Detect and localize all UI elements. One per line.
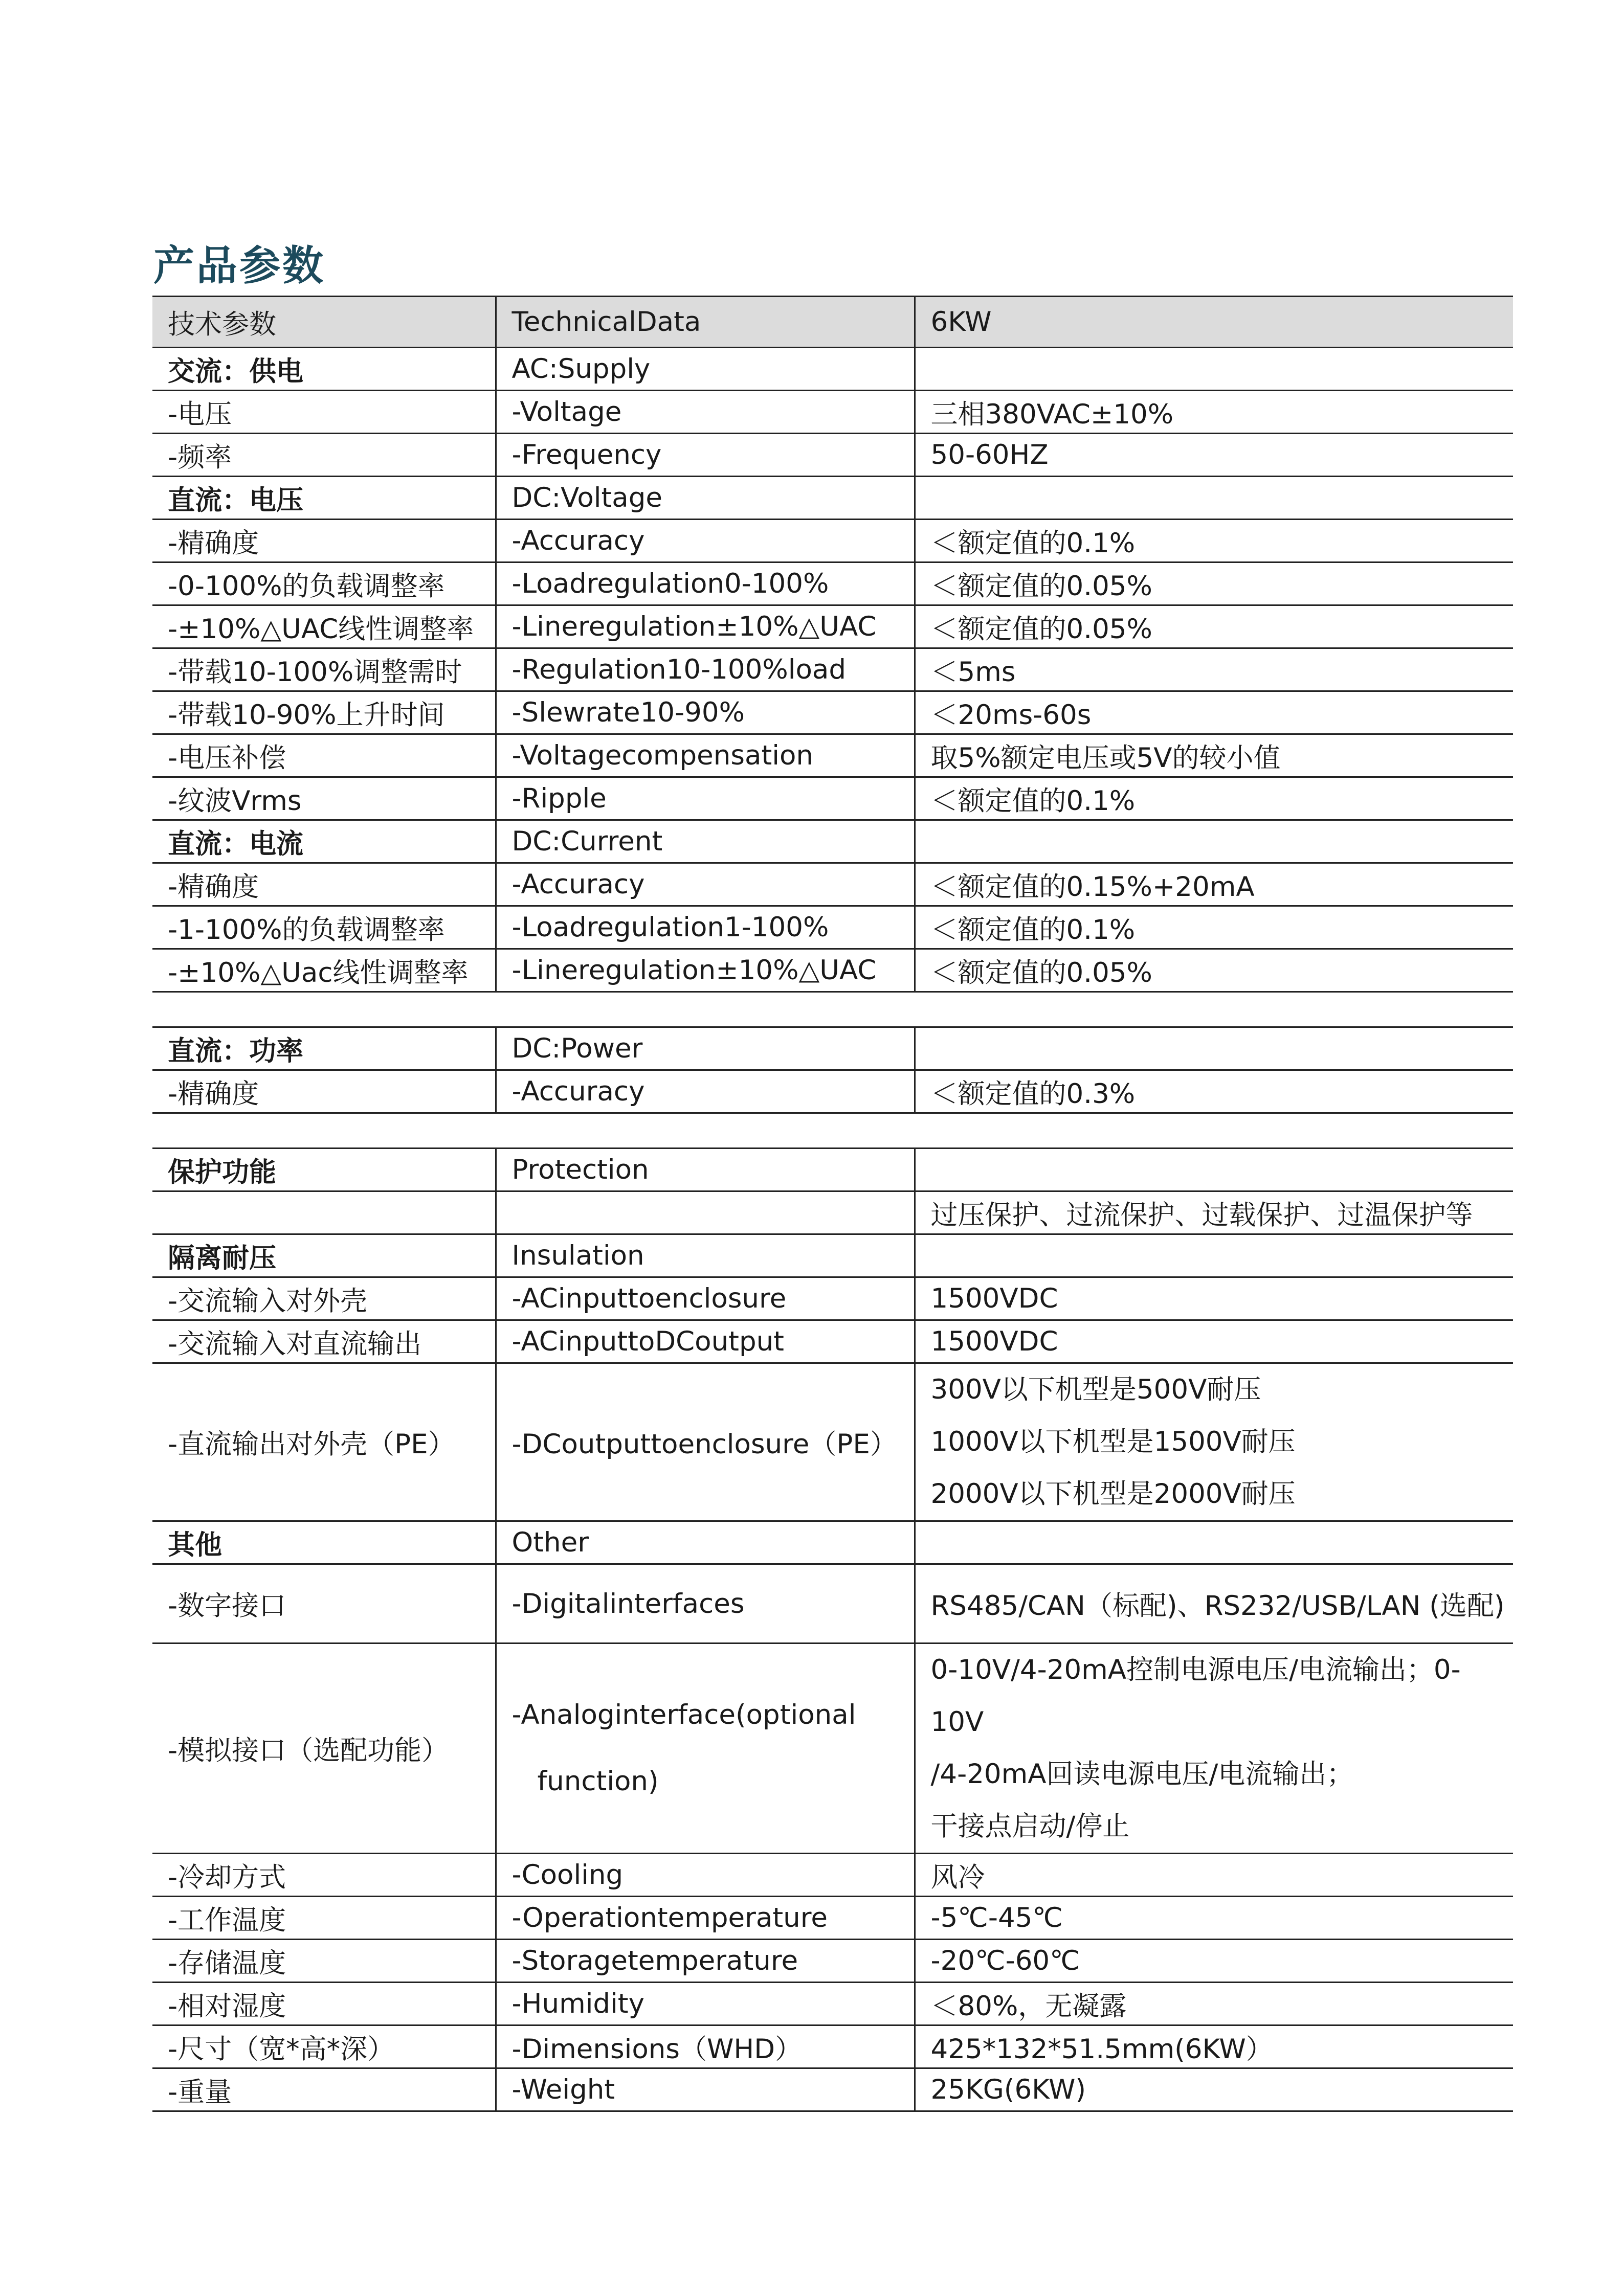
- param-en-cell: -Slewrate10-90%: [496, 691, 915, 734]
- table-row: [152, 1897, 1513, 1940]
- table-row: [152, 1564, 1513, 1644]
- param-cn-cell: 隔离耐压: [152, 1234, 496, 1277]
- param-value-cell: ＜额定值的0.05%: [915, 605, 1513, 648]
- param-cn-cell: -精确度: [152, 520, 496, 562]
- param-en-cell: -Ripple: [496, 777, 915, 820]
- gap-cell: [496, 1113, 915, 1149]
- table-row: [152, 520, 1513, 562]
- param-value-cell: 风冷: [915, 1854, 1513, 1897]
- param-en-cell: -Humidity: [496, 1983, 915, 2025]
- param-cn-cell: -尺寸（宽*高*深）: [152, 2025, 496, 2068]
- param-cn-cell: 交流：供电: [152, 348, 496, 391]
- gap-cell: [915, 1113, 1513, 1149]
- param-value-cell: 1500VDC: [915, 1277, 1513, 1320]
- param-value-cell: 过压保护、过流保护、过载保护、过温保护等: [915, 1191, 1513, 1234]
- param-en-cell: -Regulation10-100%load: [496, 648, 915, 691]
- param-value-cell: [915, 348, 1513, 391]
- table-row: [152, 691, 1513, 734]
- param-cn-cell: -电压: [152, 391, 496, 434]
- table-section-row: [152, 1234, 1513, 1277]
- header-cell-en: TechnicalData: [496, 297, 915, 348]
- param-value-cell: [915, 1027, 1513, 1070]
- table-row: [152, 1191, 1513, 1234]
- param-cn-cell: 直流：电压: [152, 477, 496, 520]
- param-value-cell: [915, 1234, 1513, 1277]
- param-cn-cell: -冷却方式: [152, 1854, 496, 1897]
- param-en-cell: DC:Power: [496, 1027, 915, 1070]
- param-en-cell: -Voltagecompensation: [496, 734, 915, 777]
- table-row: [152, 1940, 1513, 1983]
- table-gap-row: [152, 1113, 1513, 1149]
- param-value-cell: -5℃-45℃: [915, 1897, 1513, 1940]
- param-value-cell: [915, 477, 1513, 520]
- param-cn-cell: 保护功能: [152, 1149, 496, 1191]
- param-value-cell: [915, 1149, 1513, 1191]
- table-row: [152, 734, 1513, 777]
- table-row: [152, 1070, 1513, 1113]
- table-row: [152, 2068, 1513, 2111]
- page-title: 产品参数: [153, 242, 325, 289]
- param-value-cell: 1500VDC: [915, 1320, 1513, 1363]
- table-section-row: [152, 1521, 1513, 1564]
- param-en-cell: Insulation: [496, 1234, 915, 1277]
- param-value-cell: 三相380VAC±10%: [915, 391, 1513, 434]
- param-value-cell: ＜5ms: [915, 648, 1513, 691]
- table-row: [152, 1363, 1513, 1521]
- table-row: [152, 1854, 1513, 1897]
- param-en-cell: [496, 1191, 915, 1234]
- table-row: [152, 562, 1513, 605]
- header-cell-model: 6KW: [915, 297, 1513, 348]
- param-en-cell: -Lineregulation±10%△UAC: [496, 605, 915, 648]
- param-en-cell: -Cooling: [496, 1854, 915, 1897]
- table-row: [152, 391, 1513, 434]
- cell-line: 干接点启动/停止: [930, 1811, 1130, 1842]
- table-section-row: [152, 820, 1513, 863]
- table-row: [152, 906, 1513, 949]
- param-value-cell: [915, 820, 1513, 863]
- param-value-cell: ＜额定值的0.1%: [915, 520, 1513, 562]
- param-cn-cell: -频率: [152, 434, 496, 477]
- param-en-cell: DC:Current: [496, 820, 915, 863]
- param-cn-cell: 直流：功率: [152, 1027, 496, 1070]
- param-en-cell: -DCoutputtoenclosure（PE）: [496, 1363, 915, 1521]
- gap-cell: [152, 992, 496, 1027]
- param-cn-cell: -带载10-100%调整需时: [152, 648, 496, 691]
- param-en-cell: -Storagetemperature: [496, 1940, 915, 1983]
- param-value-cell: ＜额定值的0.15%+20mA: [915, 863, 1513, 906]
- param-cn-cell: -重量: [152, 2068, 496, 2111]
- param-value-cell: ＜额定值的0.3%: [915, 1070, 1513, 1113]
- param-cn-cell: -工作温度: [152, 1897, 496, 1940]
- param-cn-cell: -纹波Vrms: [152, 777, 496, 820]
- param-en-cell: -Voltage: [496, 391, 915, 434]
- table-row: [152, 1277, 1513, 1320]
- param-cn-cell: -交流输入对直流输出: [152, 1320, 496, 1363]
- param-cn-cell: -电压补偿: [152, 734, 496, 777]
- param-value-cell: ＜额定值的0.05%: [915, 949, 1513, 992]
- cell-line: 300V以下机型是500V耐压: [930, 1374, 1261, 1405]
- param-value-cell: 取5%额定电压或5V的较小值: [915, 734, 1513, 777]
- table-gap-row: [152, 992, 1513, 1027]
- param-value-cell: RS485/CAN（标配)、RS232/USB/LAN (选配): [915, 1564, 1513, 1644]
- param-cn-cell: -直流输出对外壳（PE）: [152, 1363, 496, 1521]
- param-value-cell: ＜20ms-60s: [915, 691, 1513, 734]
- param-en-cell: Protection: [496, 1149, 915, 1191]
- param-value-cell: [915, 1363, 1513, 1521]
- cell-line: 0-10V/4-20mA控制电源电压/电流输出；0-10V: [930, 1654, 1461, 1738]
- param-cn-cell: -相对湿度: [152, 1983, 496, 2025]
- param-en-cell: -Accuracy: [496, 520, 915, 562]
- param-value-cell: ＜额定值的0.05%: [915, 562, 1513, 605]
- param-value-cell: ＜额定值的0.1%: [915, 777, 1513, 820]
- gap-cell: [152, 1113, 496, 1149]
- gap-cell: [915, 992, 1513, 1027]
- param-en-cell: -Accuracy: [496, 863, 915, 906]
- table-row: [152, 605, 1513, 648]
- cell-line: 2000V以下机型是2000V耐压: [930, 1478, 1296, 1510]
- cell-line: function): [537, 1766, 659, 1797]
- param-en-cell: AC:Supply: [496, 348, 915, 391]
- cell-line: /4-20mA回读电源电压/电流输出；: [930, 1759, 1354, 1790]
- table-row: [152, 1983, 1513, 2025]
- param-en-cell: -Loadregulation0-100%: [496, 562, 915, 605]
- param-cn-cell: -带载10-90%上升时间: [152, 691, 496, 734]
- param-cn-cell: -1-100%的负载调整率: [152, 906, 496, 949]
- param-en-cell: -ACinputtoenclosure: [496, 1277, 915, 1320]
- param-en-cell: -Dimensions（WHD）: [496, 2025, 915, 2068]
- param-en-cell: -Digitalinterfaces: [496, 1564, 915, 1644]
- param-en-cell: -Lineregulation±10%△UAC: [496, 949, 915, 992]
- gap-cell: [496, 992, 915, 1027]
- table-section-row: [152, 1027, 1513, 1070]
- table-row: [152, 863, 1513, 906]
- param-en-cell: -Frequency: [496, 434, 915, 477]
- param-value-cell: 25KG(6KW): [915, 2068, 1513, 2111]
- table-row: [152, 1644, 1513, 1854]
- param-en-cell: [496, 1644, 915, 1854]
- param-en-cell: -Weight: [496, 2068, 915, 2111]
- param-cn-cell: -0-100%的负载调整率: [152, 562, 496, 605]
- param-cn-cell: -精确度: [152, 1070, 496, 1113]
- param-cn-cell: -精确度: [152, 863, 496, 906]
- table-row: [152, 1320, 1513, 1363]
- param-cn-cell: -数字接口: [152, 1564, 496, 1644]
- param-en-cell: Other: [496, 1521, 915, 1564]
- param-value-cell: ＜额定值的0.1%: [915, 906, 1513, 949]
- param-en-cell: DC:Voltage: [496, 477, 915, 520]
- param-en-cell: -Loadregulation1-100%: [496, 906, 915, 949]
- cell-line: 1000V以下机型是1500V耐压: [930, 1426, 1296, 1457]
- param-en-cell: -Accuracy: [496, 1070, 915, 1113]
- param-value-cell: -20℃-60℃: [915, 1940, 1513, 1983]
- param-cn-cell: -交流输入对外壳: [152, 1277, 496, 1320]
- param-en-cell: -ACinputtoDCoutput: [496, 1320, 915, 1363]
- param-cn-cell: -±10%△UAC线性调整率: [152, 605, 496, 648]
- table-row: [152, 2025, 1513, 2068]
- param-cn-cell: -±10%△Uac线性调整率: [152, 949, 496, 992]
- param-value-cell: [915, 1521, 1513, 1564]
- table-section-row: [152, 348, 1513, 391]
- table-row: [152, 777, 1513, 820]
- table-row: [152, 434, 1513, 477]
- table-section-row: [152, 477, 1513, 520]
- param-cn-cell: 其他: [152, 1521, 496, 1564]
- param-value-cell: 425*132*51.5mm(6KW）: [915, 2025, 1513, 2068]
- table-row: [152, 949, 1513, 992]
- spec-table: [152, 296, 1513, 2112]
- table-section-row: [152, 1149, 1513, 1191]
- table-header-row: [152, 297, 1513, 348]
- param-cn-cell: [152, 1191, 496, 1234]
- param-value-cell: ＜80%，无凝露: [915, 1983, 1513, 2025]
- param-cn-cell: -存储温度: [152, 1940, 496, 1983]
- cell-line: -Analoginterface(optional: [511, 1699, 856, 1730]
- param-value-cell: [915, 1644, 1513, 1854]
- param-en-cell: -Operationtemperature: [496, 1897, 915, 1940]
- header-cell-cn: 技术参数: [152, 297, 496, 348]
- table-row: [152, 648, 1513, 691]
- param-cn-cell: -模拟接口（选配功能）: [152, 1644, 496, 1854]
- param-cn-cell: 直流：电流: [152, 820, 496, 863]
- param-value-cell: 50-60HZ: [915, 434, 1513, 477]
